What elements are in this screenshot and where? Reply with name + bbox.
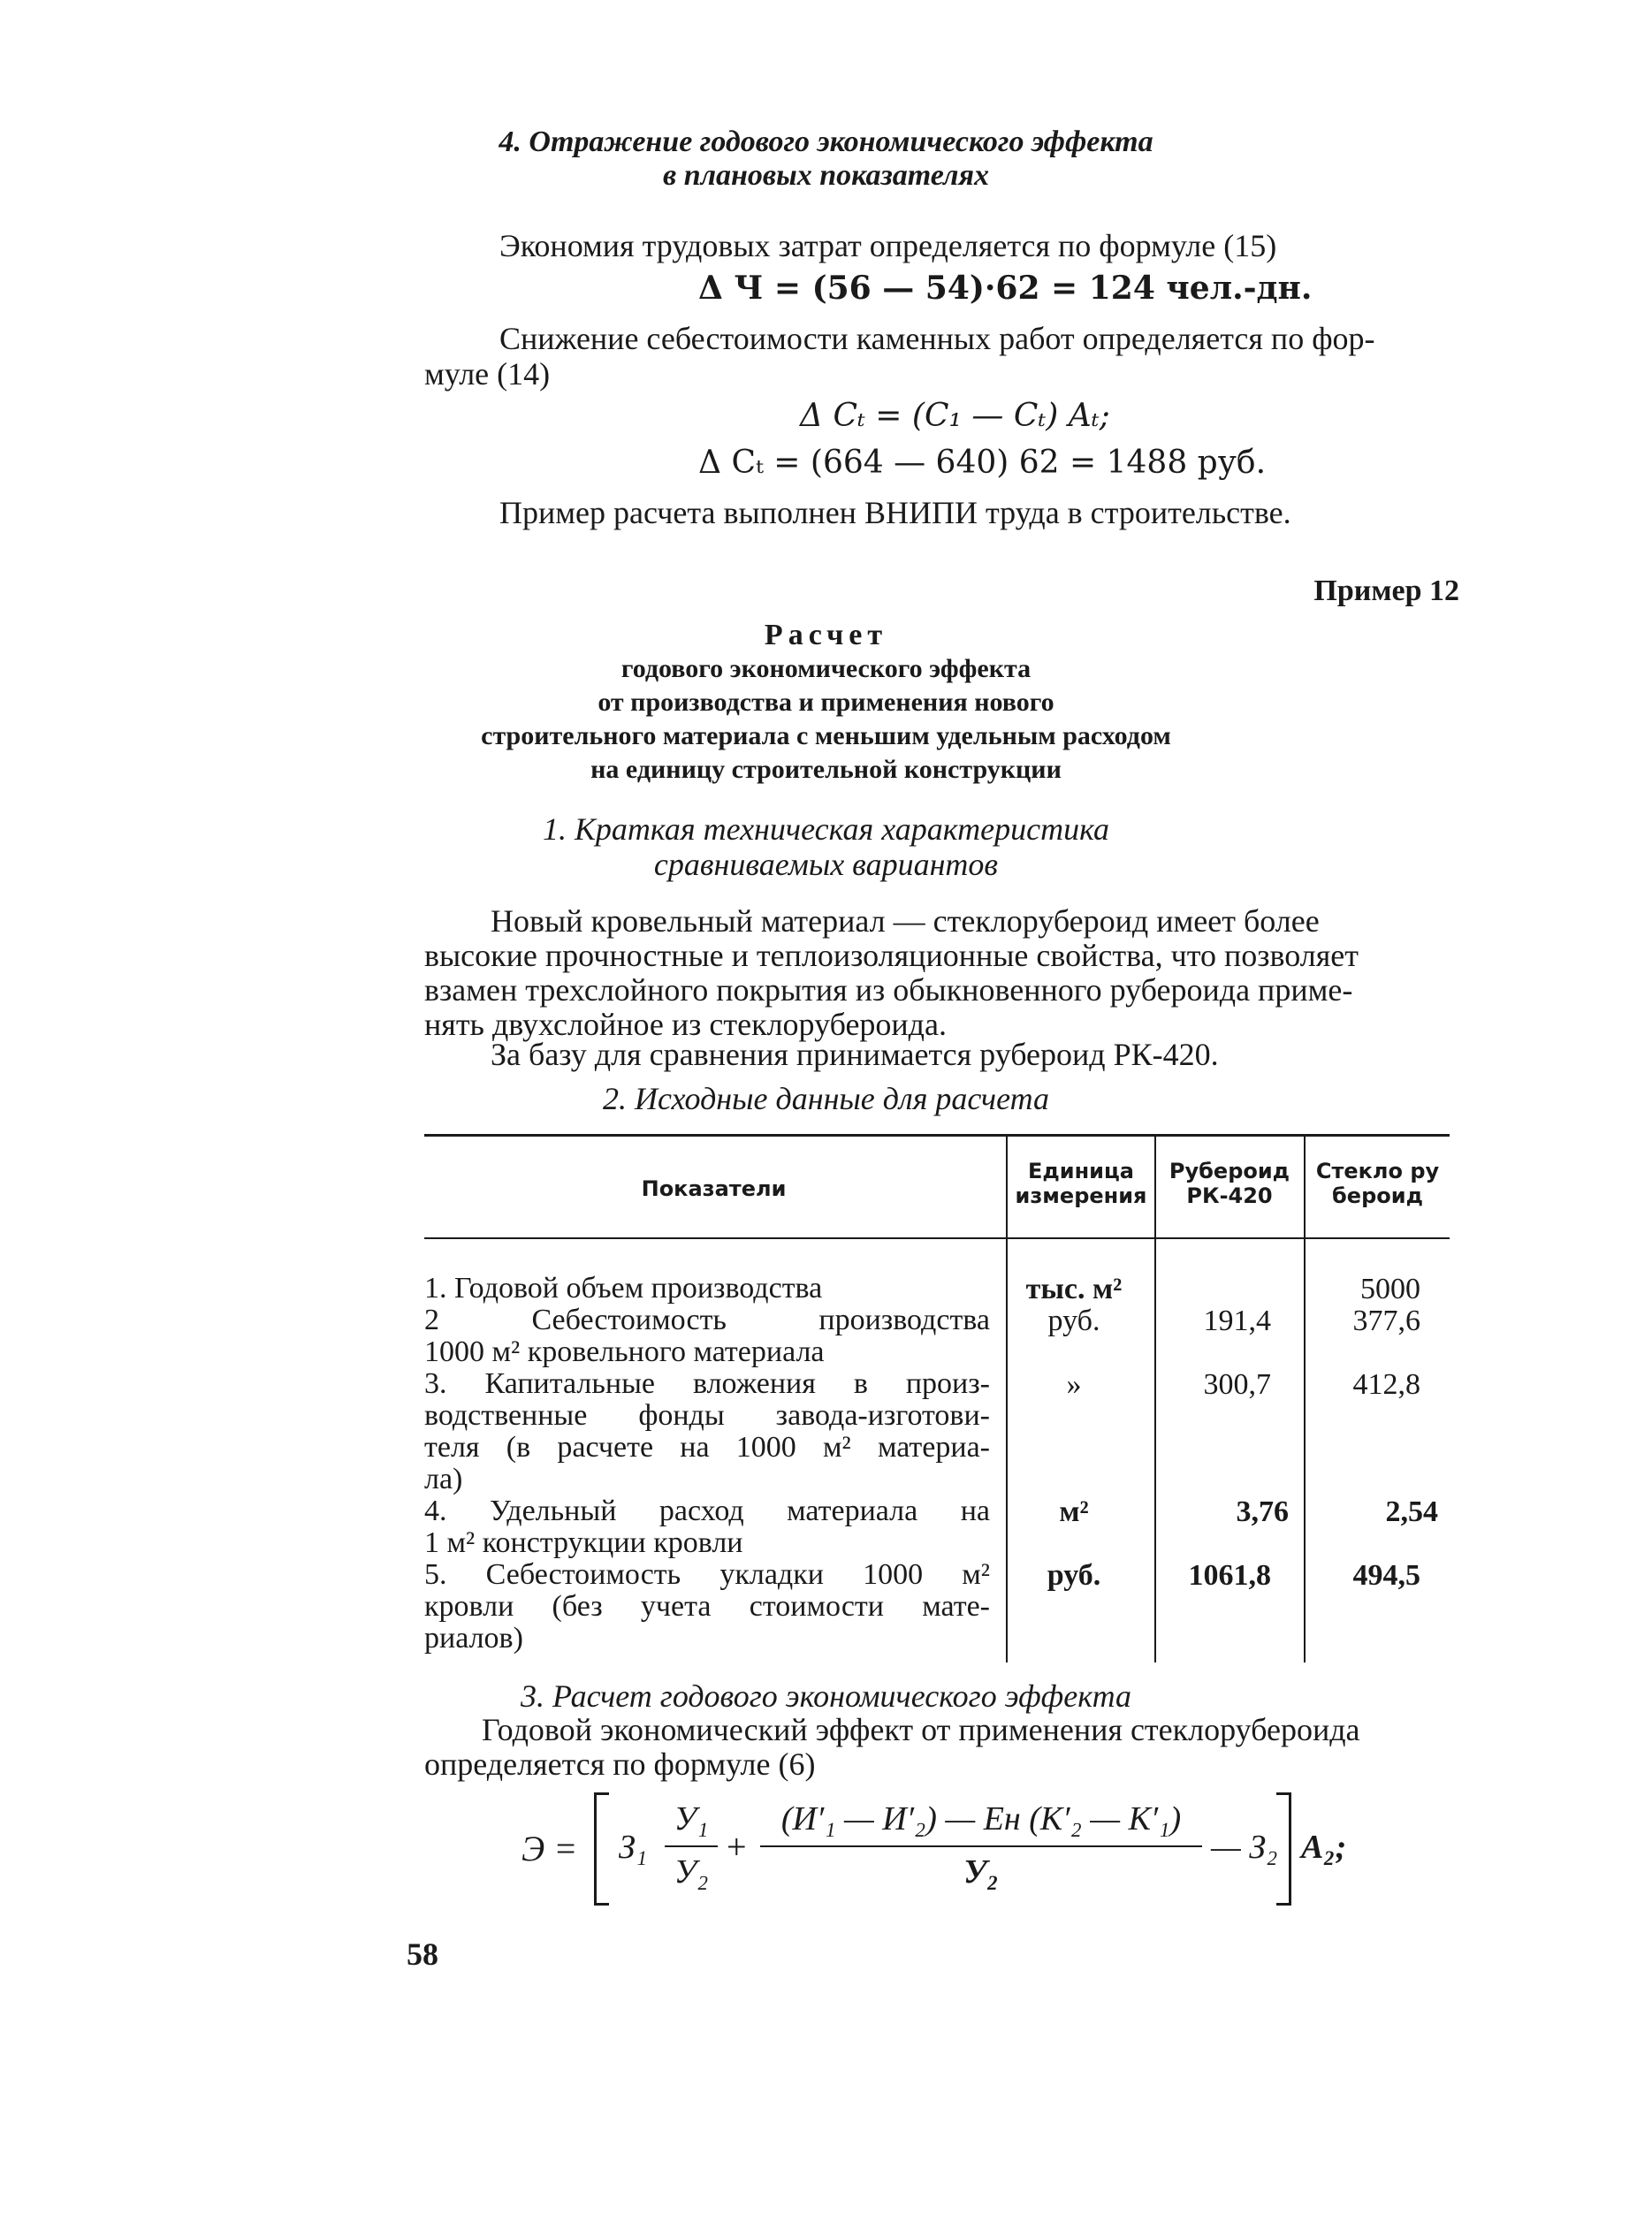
table-header-unit-line1: Единица	[1028, 1159, 1134, 1183]
example-subtitle-line3: строительного материала с меньшим удельным расходом	[481, 721, 1171, 750]
table-top-rule	[424, 1134, 1450, 1137]
formula-y1: У₁	[674, 1800, 709, 1837]
section3-paragraph-line1: Годовой экономический эффект от применения стеклорубероида	[482, 1712, 1360, 1747]
section3-paragraph-line2: определяется по формуле (6)	[424, 1746, 816, 1782]
section1-paragraph-2: За базу для сравнения принимается рубероид РК-420.	[491, 1037, 1219, 1072]
row-unit: м²	[1059, 1495, 1089, 1528]
row-indicator-line: кровли (без учета стоимости мате-	[424, 1590, 990, 1623]
formula-numerator: (И′₁ — И′₂) — Eн (K′₂ — K′₁)	[780, 1800, 1182, 1837]
formula-cost-reduction: Δ Cₜ = (C₁ — Cₜ) Aₜ;	[800, 398, 1110, 434]
formula-minus-z2: — З₂	[1211, 1829, 1278, 1866]
example-subtitle-line2: от производства и применения нового	[598, 688, 1054, 717]
table-header-glass-line2: бероид	[1332, 1183, 1423, 1208]
section3-heading: 3. Расчет годового экономического эффекта	[520, 1678, 1132, 1714]
table-header-unit-line2: измерения	[1015, 1183, 1147, 1208]
row-indicator-line: 1000 м² кровельного материала	[424, 1335, 825, 1368]
table-header-rk-line1: Рубероид	[1169, 1159, 1290, 1183]
row-unit: руб.	[1047, 1559, 1101, 1592]
formula-lhs: Э =	[521, 1829, 578, 1868]
section4-paragraph-2-line2: муле (14)	[424, 356, 551, 392]
section1-heading-line2: сравниваемых вариантов	[653, 847, 999, 882]
section1-paragraph-1-line2: высокие прочностные и теплоизоляционные свойства, что позволяет	[424, 938, 1359, 973]
row-indicator-line: 1. Годовой объем производства	[424, 1272, 823, 1305]
row-indicator-line: 4. Удельный расход материала на	[424, 1495, 990, 1527]
section1-paragraph-1-line1: Новый кровельный материал — стеклорубероид имеет более	[491, 903, 1320, 939]
row-unit: »	[1066, 1368, 1082, 1401]
row-unit: тыс. м²	[1025, 1273, 1123, 1305]
row-rk-value: 3,76	[1236, 1495, 1289, 1528]
row-glass-value: 494,5	[1352, 1559, 1420, 1592]
row-indicator-line: теля (в расчете на 1000 м² материа-	[424, 1431, 990, 1464]
row-glass-value: 412,8	[1352, 1368, 1420, 1401]
example-subtitle-line1: годового экономического эффекта	[620, 654, 1032, 683]
formula-y2a: У₂	[674, 1853, 709, 1891]
section4-paragraph-3: Пример расчета выполнен ВНИПИ труда в строительстве.	[499, 495, 1291, 530]
section4-paragraph-1: Экономия трудовых затрат определяется по формуле (15)	[499, 228, 1277, 263]
row-glass-value: 2,54	[1385, 1495, 1438, 1528]
section4-heading-line2: в плановых показателях	[663, 159, 989, 192]
table-header-glass-line1: Стекло ру	[1315, 1159, 1440, 1183]
row-rk-value: 300,7	[1203, 1368, 1271, 1401]
section2-heading: 2. Исходные данные для расчета	[602, 1081, 1050, 1116]
row-indicator-line: 3. Капитальные вложения в произ-	[424, 1367, 990, 1400]
example-label: Пример 12	[1313, 574, 1459, 607]
row-glass-value: 5000	[1360, 1273, 1420, 1305]
section1-paragraph-1-line4: нять двухслойное из стеклорубероида.	[424, 1007, 947, 1042]
right-bracket	[1276, 1792, 1291, 1906]
row-glass-value: 377,6	[1352, 1305, 1420, 1337]
row-indicator-line: риалов)	[424, 1622, 523, 1655]
section4-heading-line1: 4. Отражение годового экономического эффекта	[499, 126, 1153, 158]
section4-paragraph-2-line1: Снижение себестоимости каменных работ определяется по фор-	[499, 321, 1375, 356]
row-indicator-line: 1 м² конструкции кровли	[424, 1526, 743, 1559]
row-indicator-line: водственные фонды завода-изготови-	[424, 1399, 990, 1432]
example-subtitle-line4: на единицу строительной конструкции	[590, 755, 1062, 784]
example-title: Расчет	[764, 619, 888, 651]
formula-y2b: У₂	[963, 1853, 999, 1891]
row-indicator-line: 2 Себестоимость производства	[424, 1304, 990, 1336]
table-header-indicator: Показатели	[641, 1176, 787, 1201]
section1-heading-line1: 1. Краткая техническая характеристика	[542, 811, 1110, 847]
formula-z1: З₁	[619, 1829, 648, 1866]
row-rk-value: 1061,8	[1188, 1559, 1271, 1592]
row-rk-value: 191,4	[1203, 1305, 1271, 1337]
row-unit: руб.	[1047, 1305, 1100, 1337]
plus-sign: +	[727, 1827, 747, 1867]
page-number: 58	[407, 1936, 438, 1972]
fraction-line	[665, 1845, 718, 1847]
table-header-rk-line2: РК-420	[1186, 1183, 1273, 1208]
formula-cost-reduction-value: Δ Cₜ = (664 — 640) 62 = 1488 руб.	[698, 445, 1267, 481]
row-indicator-line: 5. Себестоимость укладки 1000 м²	[424, 1558, 990, 1591]
fraction-line	[760, 1845, 1202, 1847]
left-bracket	[594, 1792, 609, 1906]
table-header-rule	[424, 1237, 1450, 1239]
section1-paragraph-1-line3: взамен трехслойного покрытия из обыкновенного рубероида приме-	[424, 972, 1353, 1008]
row-indicator-line: ла)	[424, 1463, 463, 1495]
formula-labor-savings: Δ Ч = (56 — 54)·62 = 124 чел.-дн.	[698, 270, 1313, 307]
formula-a2: A₂;	[1301, 1829, 1347, 1866]
